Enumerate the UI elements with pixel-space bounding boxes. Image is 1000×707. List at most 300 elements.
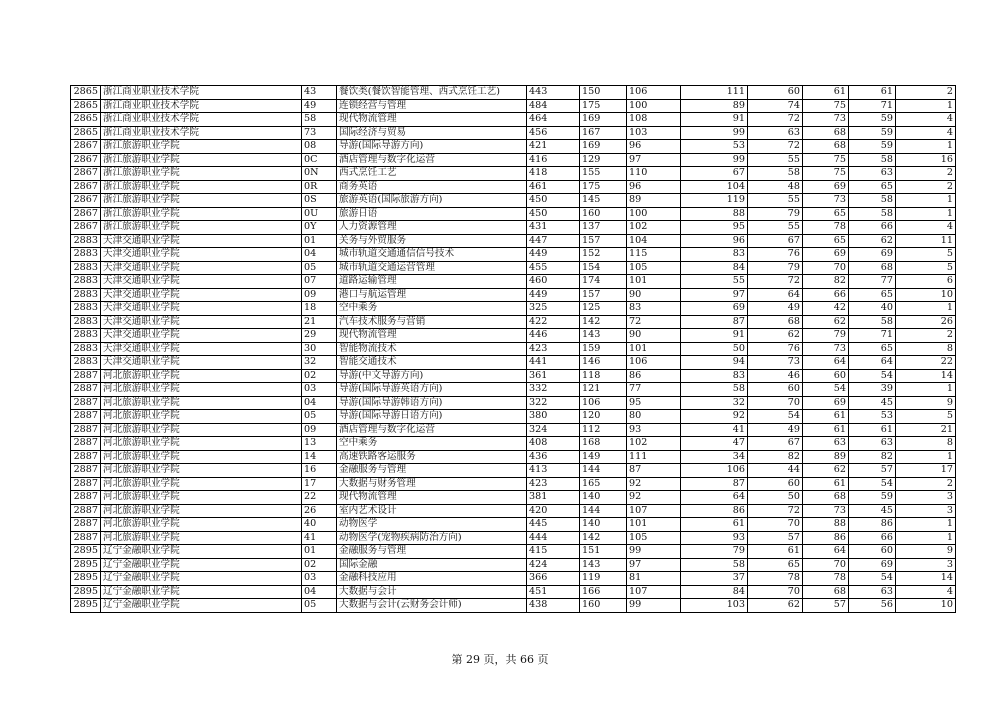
cell-major-name: 国际经济与贸易 bbox=[337, 126, 527, 140]
cell-school-name: 河北旅游职业学院 bbox=[101, 531, 302, 545]
cell-score-b: 100 bbox=[627, 99, 681, 113]
table-row bbox=[71, 329, 956, 343]
cell-total-score: 418 bbox=[527, 167, 580, 181]
cell-score-e: 61 bbox=[803, 86, 849, 100]
cell-major-name: 西式烹饪工艺 bbox=[337, 167, 527, 181]
cell-rank-count: 11 bbox=[896, 234, 956, 248]
cell-school-code: 2887 bbox=[71, 477, 101, 491]
cell-score-b: 101 bbox=[627, 518, 681, 532]
cell-total-score: 423 bbox=[527, 477, 580, 491]
cell-score-c: 88 bbox=[681, 207, 748, 221]
cell-school-code: 2887 bbox=[71, 396, 101, 410]
table-row bbox=[71, 140, 956, 154]
cell-score-b: 106 bbox=[627, 356, 681, 370]
cell-school-name: 天津交通职业学院 bbox=[101, 288, 302, 302]
cell-score-c: 47 bbox=[681, 437, 748, 451]
cell-score-a: 112 bbox=[580, 423, 627, 437]
cell-score-e: 75 bbox=[803, 99, 849, 113]
cell-rank-count: 5 bbox=[896, 248, 956, 262]
cell-score-e: 54 bbox=[803, 383, 849, 397]
cell-rank-count: 10 bbox=[896, 288, 956, 302]
cell-score-e: 61 bbox=[803, 423, 849, 437]
cell-score-b: 96 bbox=[627, 140, 681, 154]
cell-major-code: 05 bbox=[302, 410, 337, 424]
cell-score-b: 83 bbox=[627, 302, 681, 316]
cell-score-d: 57 bbox=[748, 531, 803, 545]
cell-major-code: 14 bbox=[302, 450, 337, 464]
cell-score-c: 37 bbox=[681, 572, 748, 586]
cell-score-c: 34 bbox=[681, 450, 748, 464]
cell-score-d: 49 bbox=[748, 423, 803, 437]
cell-score-f: 77 bbox=[849, 275, 896, 289]
cell-rank-count: 1 bbox=[896, 518, 956, 532]
cell-rank-count: 2 bbox=[896, 86, 956, 100]
cell-major-name: 连锁经营与管理 bbox=[337, 99, 527, 113]
cell-major-code: 0U bbox=[302, 207, 337, 221]
cell-score-f: 63 bbox=[849, 437, 896, 451]
cell-school-name: 天津交通职业学院 bbox=[101, 302, 302, 316]
cell-school-name: 辽宁金融职业学院 bbox=[101, 545, 302, 559]
cell-school-name: 天津交通职业学院 bbox=[101, 234, 302, 248]
cell-score-a: 159 bbox=[580, 342, 627, 356]
cell-score-c: 95 bbox=[681, 221, 748, 235]
cell-school-name: 天津交通职业学院 bbox=[101, 261, 302, 275]
cell-school-name: 河北旅游职业学院 bbox=[101, 450, 302, 464]
cell-major-code: 0N bbox=[302, 167, 337, 181]
cell-rank-count: 3 bbox=[896, 558, 956, 572]
table-row bbox=[71, 194, 956, 208]
cell-major-code: 40 bbox=[302, 518, 337, 532]
cell-school-code: 2865 bbox=[71, 113, 101, 127]
cell-score-a: 160 bbox=[580, 599, 627, 613]
cell-major-name: 人力资源管理 bbox=[337, 221, 527, 235]
cell-score-f: 65 bbox=[849, 180, 896, 194]
cell-score-e: 70 bbox=[803, 558, 849, 572]
cell-total-score: 456 bbox=[527, 126, 580, 140]
cell-score-e: 73 bbox=[803, 113, 849, 127]
cell-school-name: 浙江旅游职业学院 bbox=[101, 194, 302, 208]
cell-score-a: 119 bbox=[580, 572, 627, 586]
cell-score-d: 54 bbox=[748, 410, 803, 424]
cell-school-code: 2895 bbox=[71, 599, 101, 613]
cell-score-b: 115 bbox=[627, 248, 681, 262]
cell-major-name: 动物医学(宠物疾病防治方向) bbox=[337, 531, 527, 545]
cell-total-score: 421 bbox=[527, 140, 580, 154]
cell-score-f: 64 bbox=[849, 356, 896, 370]
cell-score-e: 69 bbox=[803, 180, 849, 194]
cell-school-code: 2867 bbox=[71, 140, 101, 154]
cell-score-d: 76 bbox=[748, 342, 803, 356]
cell-major-code: 0S bbox=[302, 194, 337, 208]
cell-major-name: 智能物流技术 bbox=[337, 342, 527, 356]
cell-score-a: 140 bbox=[580, 491, 627, 505]
cell-school-name: 河北旅游职业学院 bbox=[101, 369, 302, 383]
cell-major-name: 道路运输管理 bbox=[337, 275, 527, 289]
cell-school-code: 2883 bbox=[71, 329, 101, 343]
cell-major-code: 30 bbox=[302, 342, 337, 356]
cell-score-c: 32 bbox=[681, 396, 748, 410]
cell-score-e: 78 bbox=[803, 221, 849, 235]
cell-score-c: 53 bbox=[681, 140, 748, 154]
cell-score-d: 79 bbox=[748, 261, 803, 275]
cell-rank-count: 2 bbox=[896, 329, 956, 343]
cell-score-e: 42 bbox=[803, 302, 849, 316]
cell-score-e: 73 bbox=[803, 194, 849, 208]
cell-rank-count: 5 bbox=[896, 410, 956, 424]
table-row bbox=[71, 599, 956, 613]
cell-major-code: 03 bbox=[302, 572, 337, 586]
cell-score-b: 97 bbox=[627, 558, 681, 572]
cell-score-b: 102 bbox=[627, 221, 681, 235]
cell-school-code: 2867 bbox=[71, 194, 101, 208]
table-row bbox=[71, 410, 956, 424]
cell-total-score: 446 bbox=[527, 329, 580, 343]
table-row bbox=[71, 167, 956, 181]
cell-rank-count: 17 bbox=[896, 464, 956, 478]
table-row bbox=[71, 207, 956, 221]
cell-score-e: 66 bbox=[803, 288, 849, 302]
table-row bbox=[71, 491, 956, 505]
cell-score-c: 104 bbox=[681, 180, 748, 194]
cell-score-b: 104 bbox=[627, 234, 681, 248]
cell-major-name: 现代物流管理 bbox=[337, 113, 527, 127]
cell-school-code: 2887 bbox=[71, 464, 101, 478]
cell-major-name: 国际金融 bbox=[337, 558, 527, 572]
cell-school-name: 浙江旅游职业学院 bbox=[101, 221, 302, 235]
cell-major-code: 29 bbox=[302, 329, 337, 343]
cell-school-name: 辽宁金融职业学院 bbox=[101, 558, 302, 572]
cell-score-f: 86 bbox=[849, 518, 896, 532]
table-row bbox=[71, 545, 956, 559]
cell-score-e: 69 bbox=[803, 248, 849, 262]
cell-score-a: 137 bbox=[580, 221, 627, 235]
cell-major-code: 09 bbox=[302, 423, 337, 437]
cell-major-name: 空中乘务 bbox=[337, 302, 527, 316]
cell-rank-count: 4 bbox=[896, 585, 956, 599]
cell-school-code: 2895 bbox=[71, 585, 101, 599]
cell-score-e: 64 bbox=[803, 356, 849, 370]
cell-score-d: 70 bbox=[748, 518, 803, 532]
cell-score-d: 44 bbox=[748, 464, 803, 478]
table-row bbox=[71, 531, 956, 545]
cell-total-score: 444 bbox=[527, 531, 580, 545]
cell-major-code: 26 bbox=[302, 504, 337, 518]
cell-rank-count: 5 bbox=[896, 261, 956, 275]
cell-score-d: 74 bbox=[748, 99, 803, 113]
cell-score-f: 82 bbox=[849, 450, 896, 464]
cell-score-c: 58 bbox=[681, 383, 748, 397]
cell-score-f: 54 bbox=[849, 477, 896, 491]
cell-score-b: 108 bbox=[627, 113, 681, 127]
cell-total-score: 423 bbox=[527, 342, 580, 356]
cell-score-e: 62 bbox=[803, 464, 849, 478]
cell-major-code: 04 bbox=[302, 396, 337, 410]
cell-school-code: 2867 bbox=[71, 207, 101, 221]
cell-rank-count: 4 bbox=[896, 126, 956, 140]
cell-major-name: 金融服务与管理 bbox=[337, 545, 527, 559]
cell-score-e: 68 bbox=[803, 491, 849, 505]
cell-school-code: 2867 bbox=[71, 167, 101, 181]
cell-school-name: 浙江旅游职业学院 bbox=[101, 207, 302, 221]
cell-major-code: 03 bbox=[302, 383, 337, 397]
cell-school-code: 2865 bbox=[71, 126, 101, 140]
cell-score-e: 73 bbox=[803, 342, 849, 356]
cell-total-score: 381 bbox=[527, 491, 580, 505]
cell-rank-count: 1 bbox=[896, 302, 956, 316]
table-row bbox=[71, 86, 956, 100]
cell-school-name: 河北旅游职业学院 bbox=[101, 491, 302, 505]
cell-score-c: 93 bbox=[681, 531, 748, 545]
cell-score-b: 107 bbox=[627, 504, 681, 518]
cell-school-code: 2883 bbox=[71, 275, 101, 289]
table-row bbox=[71, 585, 956, 599]
cell-major-name: 港口与航运管理 bbox=[337, 288, 527, 302]
table-row bbox=[71, 261, 956, 275]
cell-score-b: 72 bbox=[627, 315, 681, 329]
cell-score-f: 68 bbox=[849, 261, 896, 275]
cell-school-name: 河北旅游职业学院 bbox=[101, 477, 302, 491]
cell-school-code: 2883 bbox=[71, 315, 101, 329]
cell-major-code: 41 bbox=[302, 531, 337, 545]
cell-score-e: 88 bbox=[803, 518, 849, 532]
cell-school-code: 2883 bbox=[71, 261, 101, 275]
cell-rank-count: 9 bbox=[896, 545, 956, 559]
table-row bbox=[71, 396, 956, 410]
cell-score-f: 63 bbox=[849, 167, 896, 181]
cell-major-code: 58 bbox=[302, 113, 337, 127]
cell-total-score: 460 bbox=[527, 275, 580, 289]
cell-school-code: 2883 bbox=[71, 302, 101, 316]
cell-score-e: 79 bbox=[803, 329, 849, 343]
cell-score-e: 75 bbox=[803, 167, 849, 181]
cell-score-f: 40 bbox=[849, 302, 896, 316]
cell-score-f: 57 bbox=[849, 464, 896, 478]
cell-score-d: 67 bbox=[748, 234, 803, 248]
cell-rank-count: 21 bbox=[896, 423, 956, 437]
cell-rank-count: 8 bbox=[896, 437, 956, 451]
cell-score-c: 61 bbox=[681, 518, 748, 532]
cell-score-c: 97 bbox=[681, 288, 748, 302]
cell-score-e: 69 bbox=[803, 396, 849, 410]
cell-score-c: 64 bbox=[681, 491, 748, 505]
cell-school-name: 天津交通职业学院 bbox=[101, 342, 302, 356]
cell-score-a: 142 bbox=[580, 531, 627, 545]
cell-school-name: 浙江旅游职业学院 bbox=[101, 167, 302, 181]
cell-score-e: 73 bbox=[803, 504, 849, 518]
cell-score-c: 119 bbox=[681, 194, 748, 208]
cell-score-b: 77 bbox=[627, 383, 681, 397]
cell-score-b: 106 bbox=[627, 86, 681, 100]
cell-major-code: 73 bbox=[302, 126, 337, 140]
cell-score-c: 86 bbox=[681, 504, 748, 518]
cell-score-d: 79 bbox=[748, 207, 803, 221]
cell-major-name: 大数据与会计(云财务会计师) bbox=[337, 599, 527, 613]
cell-score-e: 62 bbox=[803, 315, 849, 329]
cell-score-e: 64 bbox=[803, 545, 849, 559]
cell-school-name: 河北旅游职业学院 bbox=[101, 423, 302, 437]
cell-school-name: 天津交通职业学院 bbox=[101, 329, 302, 343]
cell-major-name: 导游(中文导游方向) bbox=[337, 369, 527, 383]
cell-score-d: 55 bbox=[748, 221, 803, 235]
cell-score-f: 71 bbox=[849, 99, 896, 113]
cell-major-code: 16 bbox=[302, 464, 337, 478]
table-row bbox=[71, 518, 956, 532]
cell-major-code: 02 bbox=[302, 558, 337, 572]
cell-score-f: 61 bbox=[849, 423, 896, 437]
table-row bbox=[71, 126, 956, 140]
cell-score-b: 99 bbox=[627, 599, 681, 613]
cell-rank-count: 2 bbox=[896, 167, 956, 181]
table-row bbox=[71, 99, 956, 113]
cell-major-code: 43 bbox=[302, 86, 337, 100]
cell-score-b: 103 bbox=[627, 126, 681, 140]
cell-score-f: 58 bbox=[849, 315, 896, 329]
table-row bbox=[71, 113, 956, 127]
cell-major-code: 18 bbox=[302, 302, 337, 316]
cell-major-name: 导游(国际导游方向) bbox=[337, 140, 527, 154]
table-row bbox=[71, 558, 956, 572]
cell-score-b: 101 bbox=[627, 275, 681, 289]
cell-total-score: 408 bbox=[527, 437, 580, 451]
cell-score-a: 155 bbox=[580, 167, 627, 181]
cell-total-score: 420 bbox=[527, 504, 580, 518]
cell-major-name: 大数据与会计 bbox=[337, 585, 527, 599]
cell-school-code: 2867 bbox=[71, 180, 101, 194]
cell-rank-count: 9 bbox=[896, 396, 956, 410]
cell-score-e: 57 bbox=[803, 599, 849, 613]
cell-score-a: 144 bbox=[580, 464, 627, 478]
cell-score-f: 56 bbox=[849, 599, 896, 613]
cell-score-f: 60 bbox=[849, 545, 896, 559]
cell-rank-count: 3 bbox=[896, 504, 956, 518]
cell-score-c: 96 bbox=[681, 234, 748, 248]
cell-score-c: 50 bbox=[681, 342, 748, 356]
cell-school-name: 浙江旅游职业学院 bbox=[101, 140, 302, 154]
cell-total-score: 461 bbox=[527, 180, 580, 194]
cell-score-a: 121 bbox=[580, 383, 627, 397]
cell-score-f: 45 bbox=[849, 396, 896, 410]
cell-total-score: 332 bbox=[527, 383, 580, 397]
cell-major-name: 金融服务与管理 bbox=[337, 464, 527, 478]
cell-score-e: 86 bbox=[803, 531, 849, 545]
cell-score-b: 105 bbox=[627, 531, 681, 545]
cell-major-code: 22 bbox=[302, 491, 337, 505]
cell-score-d: 50 bbox=[748, 491, 803, 505]
cell-score-f: 53 bbox=[849, 410, 896, 424]
cell-score-b: 80 bbox=[627, 410, 681, 424]
cell-score-b: 95 bbox=[627, 396, 681, 410]
table-row bbox=[71, 572, 956, 586]
cell-rank-count: 16 bbox=[896, 153, 956, 167]
cell-score-d: 55 bbox=[748, 153, 803, 167]
cell-major-code: 21 bbox=[302, 315, 337, 329]
cell-rank-count: 1 bbox=[896, 383, 956, 397]
cell-score-f: 59 bbox=[849, 140, 896, 154]
table-row bbox=[71, 275, 956, 289]
cell-score-a: 120 bbox=[580, 410, 627, 424]
cell-school-name: 辽宁金融职业学院 bbox=[101, 572, 302, 586]
cell-score-f: 45 bbox=[849, 504, 896, 518]
cell-score-b: 99 bbox=[627, 545, 681, 559]
cell-rank-count: 1 bbox=[896, 207, 956, 221]
cell-score-e: 63 bbox=[803, 437, 849, 451]
cell-score-f: 65 bbox=[849, 342, 896, 356]
table-row bbox=[71, 504, 956, 518]
cell-major-name: 关务与外贸服务 bbox=[337, 234, 527, 248]
cell-major-name: 智能交通技术 bbox=[337, 356, 527, 370]
table-row bbox=[71, 423, 956, 437]
cell-score-d: 72 bbox=[748, 504, 803, 518]
cell-major-name: 餐饮类(餐饮智能管理、西式烹饪工艺) bbox=[337, 86, 527, 100]
cell-score-a: 154 bbox=[580, 261, 627, 275]
cell-score-a: 129 bbox=[580, 153, 627, 167]
cell-score-f: 63 bbox=[849, 585, 896, 599]
cell-school-code: 2883 bbox=[71, 234, 101, 248]
cell-major-code: 0Y bbox=[302, 221, 337, 235]
cell-score-d: 72 bbox=[748, 113, 803, 127]
cell-rank-count: 26 bbox=[896, 315, 956, 329]
cell-school-name: 天津交通职业学院 bbox=[101, 275, 302, 289]
cell-score-f: 71 bbox=[849, 329, 896, 343]
cell-score-e: 68 bbox=[803, 585, 849, 599]
cell-school-name: 天津交通职业学院 bbox=[101, 248, 302, 262]
cell-score-a: 118 bbox=[580, 369, 627, 383]
cell-rank-count: 1 bbox=[896, 531, 956, 545]
cell-score-b: 100 bbox=[627, 207, 681, 221]
cell-total-score: 361 bbox=[527, 369, 580, 383]
cell-school-name: 河北旅游职业学院 bbox=[101, 396, 302, 410]
cell-score-d: 62 bbox=[748, 599, 803, 613]
cell-score-f: 61 bbox=[849, 86, 896, 100]
table-row bbox=[71, 450, 956, 464]
cell-major-code: 0C bbox=[302, 153, 337, 167]
cell-score-a: 167 bbox=[580, 126, 627, 140]
cell-total-score: 441 bbox=[527, 356, 580, 370]
cell-major-code: 05 bbox=[302, 599, 337, 613]
cell-score-d: 73 bbox=[748, 356, 803, 370]
cell-major-code: 08 bbox=[302, 140, 337, 154]
cell-score-a: 151 bbox=[580, 545, 627, 559]
cell-score-c: 83 bbox=[681, 248, 748, 262]
cell-score-b: 90 bbox=[627, 329, 681, 343]
cell-rank-count: 1 bbox=[896, 99, 956, 113]
cell-score-b: 92 bbox=[627, 477, 681, 491]
cell-score-c: 58 bbox=[681, 558, 748, 572]
cell-school-code: 2867 bbox=[71, 153, 101, 167]
cell-score-a: 143 bbox=[580, 329, 627, 343]
cell-score-f: 69 bbox=[849, 558, 896, 572]
cell-school-name: 浙江商业职业技术学院 bbox=[101, 86, 302, 100]
cell-total-score: 449 bbox=[527, 288, 580, 302]
cell-score-b: 110 bbox=[627, 167, 681, 181]
cell-score-b: 102 bbox=[627, 437, 681, 451]
cell-total-score: 424 bbox=[527, 558, 580, 572]
cell-score-d: 67 bbox=[748, 437, 803, 451]
cell-total-score: 431 bbox=[527, 221, 580, 235]
cell-school-code: 2883 bbox=[71, 288, 101, 302]
cell-rank-count: 4 bbox=[896, 113, 956, 127]
cell-score-f: 62 bbox=[849, 234, 896, 248]
cell-major-name: 商务英语 bbox=[337, 180, 527, 194]
cell-rank-count: 8 bbox=[896, 342, 956, 356]
cell-score-e: 60 bbox=[803, 369, 849, 383]
cell-score-d: 61 bbox=[748, 545, 803, 559]
cell-score-a: 157 bbox=[580, 234, 627, 248]
cell-major-code: 02 bbox=[302, 369, 337, 383]
cell-rank-count: 1 bbox=[896, 140, 956, 154]
cell-score-d: 46 bbox=[748, 369, 803, 383]
cell-score-d: 49 bbox=[748, 302, 803, 316]
